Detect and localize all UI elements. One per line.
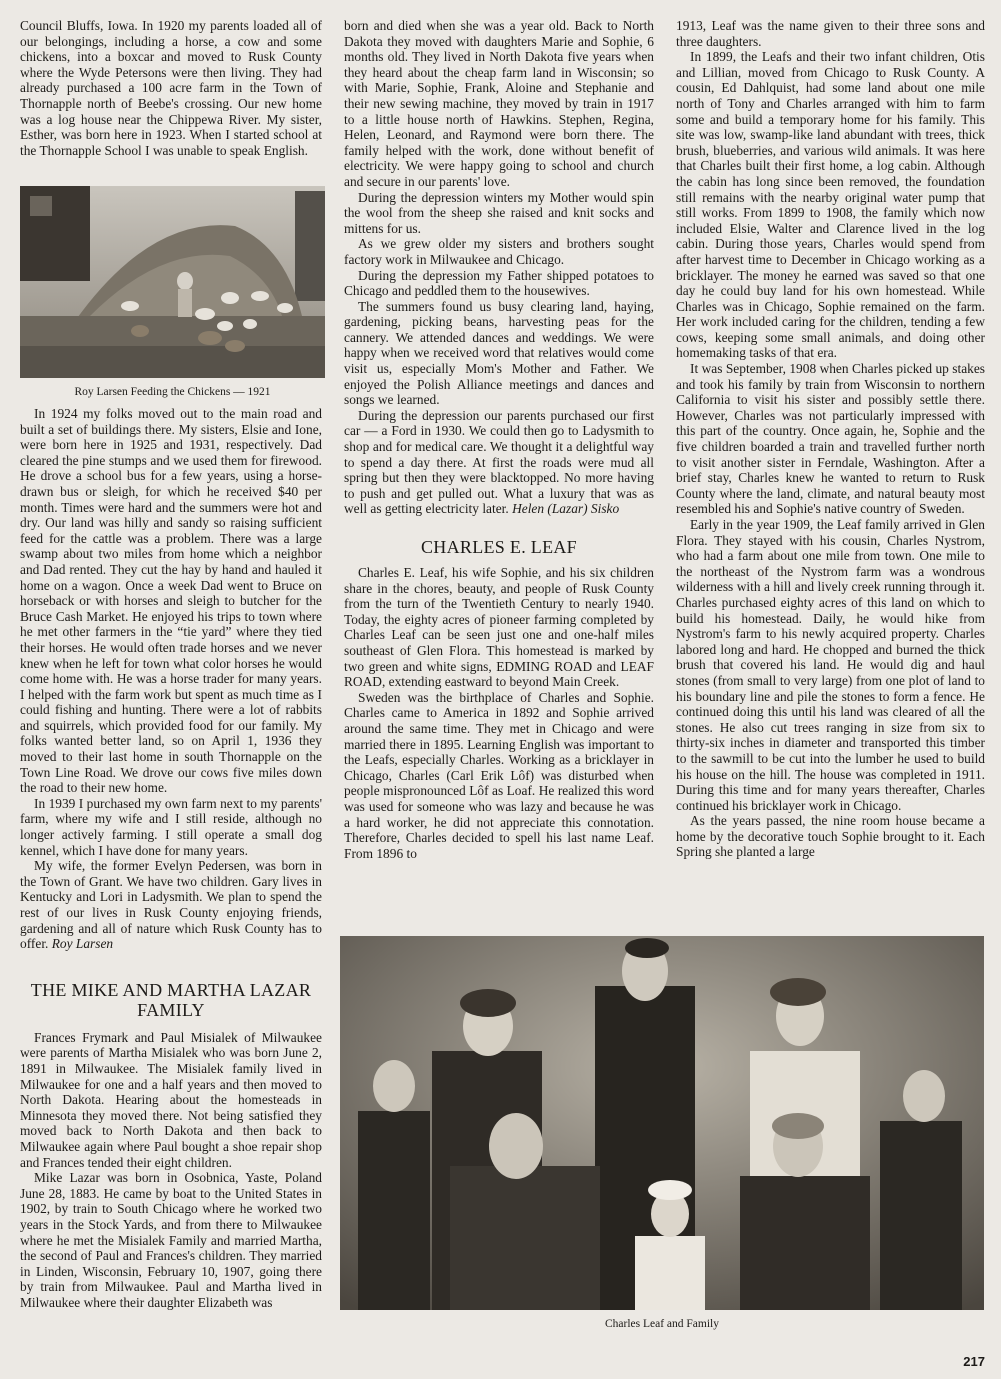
chickens-photo-caption: Roy Larsen Feeding the Chickens — 1921 [74, 386, 271, 398]
col2-paragraph: Sweden was the birthplace of Charles and Sophie. Charles came to America in 1892 and Sophie arrived around the same time. They met in Chicago and were married there in 1895. Learning English was important to the Leafs, especially Charles. Working as a bricklayer in Chicago, Charles (Carl Erik Lôf) was disturbed when people mispronounced Lôf as Loaf. He realized this word was used for someone who was lazy and because he was a hard worker, he did not appreciate this connotation. Therefore, Charles decided to spell his last name Leaf. From 1896 to [344, 689, 654, 861]
col3-intro: 1913, Leaf was the name given to their three sons and three daughters. [676, 18, 985, 49]
col3-paragraph: In 1899, the Leafs and their two infant children, Otis and Lillian, moved from Chicago to Rusk County. A cousin, Ed Dahlquist, had some land about one mile north of Tony and Charles arranged with him to farm some and build a temporary home for his family. This site was low, swamp-like land abundant with trees, thick brush, blueberries, and various wild animals. It was here that Charles built their first home, a log cabin. Although the cabin has long since been removed, the foundation still remains with the nearby original water pump that still works. From 1899 to 1908, the family which now included Elsie, Walter and Clarence lived in the log cabin. During those years, Charles would spend from after harvest time to December in Chicago working as a bricklayer. The money he earned was saved so that one day he could buy land for his own homestead. While Charles was in Chicago, Sophie remained on the farm. Her work included caring for the children, tending a few cows, keeping some small animals, and doing other homemaking tasks of that era. [676, 49, 985, 361]
col2-paragraph: Charles E. Leaf, his wife Sophie, and his six children share in the chores, beauty, and people of Rusk County from the turn of the Twentieth Century to nearly 1940. Today, the eighty acres of pioneer farming completed by Charles Leaf can be seen just one and one-half miles southeast of Glen Flora. This homestead is marked by two green and white signs, EDMING ROAD and LEAF ROAD, extending eastward to beyond Main Creek. [344, 565, 654, 690]
col2-paragraph-text: During the depression our parents purchased our first car — a Ford in 1930. We could then go to Ladysmith to shop and for medical care. We thought it a delightful way to spend a day there. At first the roads were mud all spring but then they were blacktopped. No more having to push and get pulled out. What a luxury that was as well as getting electricity later. [344, 407, 654, 517]
column-3 [676, 18, 985, 860]
chickens-photo-image [20, 186, 325, 378]
signature: Roy Larsen [51, 936, 114, 952]
column-2 [344, 18, 654, 861]
col1-intro: Council Bluffs, Iowa. In 1920 my parents loaded all of our belongings, including a horse, a cow and some chickens, into a boxcar and moved to Rusk County where the Wyde Petersons were then living. They had already purchased a 100 acre farm in the Town of Thornapple north of Beebe's crossing. Our new home was a log house near the Chippewa River. My sister, Esther, was born here in 1923. When I started school at the Thornapple School I was unable to speak English. [20, 18, 322, 158]
column-1 [20, 18, 322, 158]
col2-paragraph: During the depression my Father shipped potatoes to Chicago and peddled them to the housewives. [344, 267, 654, 299]
family-photo [340, 936, 984, 1310]
col2-paragraph: The summers found us busy clearing land, haying, gardening, picking beans, harvesting peas for the cannery. We attended dances and weddings. We were happy when we received word that relatives would come visit us, especially Mom's Mother and Father. We enjoyed the Polish Alliance meetings and dances and songs we learned. [344, 298, 654, 408]
section-heading-leaf: CHARLES E. LEAF [420, 537, 577, 557]
family-photo-image [340, 936, 984, 1310]
column-1-lower [20, 406, 322, 1310]
col3-paragraph: As the years passed, the nine room house became a home by the decorative touch Sophie brought to it. Each Spring she planted a large [676, 813, 985, 860]
col3-paragraph: It was September, 1908 when Charles picked up stakes and took his family by train from Wisconsin to northern California to visit his sister and possibly settle there. However, Charles was not particularly impressed with this part of the country. Once again, he, Sophie and the five children boarded a train and travelled further north to visit another sister in Ferndale, Washington. After a brief stay, Charles knew he wanted to return to Rusk County where the land, climate, and natural beauty most resembled his and Sophie's native country of Sweden. [676, 361, 985, 517]
page-number: 217 [963, 1354, 985, 1369]
col1-paragraph: In 1939 I purchased my own farm next to my parents' farm, where my wife and I still reside, although no longer actively farming. I still operate a small dog kennel, which I have done for many years. [20, 795, 322, 858]
col1-paragraph-text: My wife, the former Evelyn Pedersen, was born in the Town of Grant. We have two children. Gary lives in Kentucky and Lori in Ladysmith. We plan to spend the rest of our lives in Rusk County enjoying friends, gardening and all of nature which Rusk County has to offer. [20, 858, 322, 952]
col1-paragraph: Frances Frymark and Paul Misialek of Milwaukee were parents of Martha Misialek who was born June 2, 1891 in Milwaukee. The Misialek family lived in Milwaukee for one and a half years and then moved to North Dakota. Hearing about the homesteads in Minnesota they moved there. Not being satisfied they moved back to North Dakota and then back to Milwaukee again where Paul bought a shoe repair shop and Frances tended their eight children. [20, 1029, 322, 1170]
col3-paragraph: Early in the year 1909, the Leaf family arrived in Glen Flora. They stayed with his cousin, Charles Nystrom, who had a farm about one mile from town. One mile to the northeast of the Nystrom farm was a wondrous wilderness with a hill and lively creek running through it. Charles purchased eighty acres of this land on which to build his homestead. Daily, he would hike from Nystrom's farm to his newly acquired property. Charles labored long and hard. He chopped and burned the thick brush that covered his land. He would dig and haul stones (from small to very large) from one plot of land to his boundary line and pile the stones to form a fence. He continued doing this until his land was cleared of all the stones. He also cut trees ranging in size from six to thirty-six inches in diameter and transported this timber to the sawmill to be cut into the lumber he used to build his house on the hill. The house was completed in 1911. During this time and for many years thereafter, Charles continued his bricklayer work in Chicago. [676, 517, 985, 813]
col2-paragraph: As we grew older my sisters and brothers sought factory work in Milwaukee and Chicago. [344, 236, 654, 267]
col1-paragraph: Mike Lazar was born in Osobnica, Yaste, Poland June 28, 1883. He came by boat to the United States in 1902, by train to South Chicago where he worked two years in the Stock Yards, and from there to Milwaukee where he met the Misialek Family and married Martha, the second of Paul and Frances's children. They married in Linden, Wisconsin, February 10, 1907, going there by train from Milwaukee. Paul and Martha lived in Milwaukee where their daughter Elizabeth was [20, 1170, 322, 1310]
family-photo-caption: Charles Leaf and Family [604, 1318, 719, 1330]
section-heading-lazar: THE MIKE AND MARTHA LAZAR FAMILY [30, 979, 312, 1020]
col2-intro: born and died when she was a year old. Back to North Dakota they moved with daughters Marie and Sophie, 6 months old. They lived in North Dakota five years when they heard about the cheap farm land in Wisconsin; so with Marie, Sophie, Frank, Aloine and Stephanie and their new sewing machine, they moved by train in 1917 to a little house north of Hawkins. Stephen, Regina, Helen, Leonard, and Raymond were born there. The family helped with the work, done without benefit of electricity. We were happy going to school and church and secure in our parents' love. [344, 18, 654, 189]
col2-paragraph: During the depression winters my Mother would spin the wool from the sheep she raised and knit socks and mittens for us. [344, 189, 654, 236]
signature: Helen (Lazar) Sisko [512, 501, 620, 517]
col2-paragraph [344, 408, 654, 517]
col1-paragraph [20, 858, 322, 952]
col1-paragraph: In 1924 my folks moved out to the main road and built a set of buildings there. My sisters, Elsie and Ione, were born here in 1925 and 1931, respectively. Dad cleared the pine stumps and we used them for firewood. He drove a school bus for a few years, using a horse-drawn bus or sleigh, for which he received $40 per month. Times were hard and the summers were hot and dry. Our land was hilly and sandy so raising sufficient feed for the cattle was a problem. There was a large swamp about two miles from home which a neighbor and Dad rented. They cut the hay by hand and hauled it home on a wagon. Once a week Dad went to Bruce on horseback or with horses and sleigh to butcher for the Bruce Cash Market. He enjoyed his trips to town where he met other farmers in the “tie yard” where they tied their horses. He would often trade horses and we never knew when he left for town what color horses he would come home with. He was a horse trader for many years. I helped with the farm work but spent as much time as I could fishing and hunting. There were a lot of rabbits and squirrels, which provided food for our family. My folks wanted better land, so on April 1, 1936 they moved to their last home in south Thornapple on the Town Line Road. We drove our cows five miles down the road to their new home. [20, 406, 322, 796]
chickens-photo [20, 186, 325, 378]
